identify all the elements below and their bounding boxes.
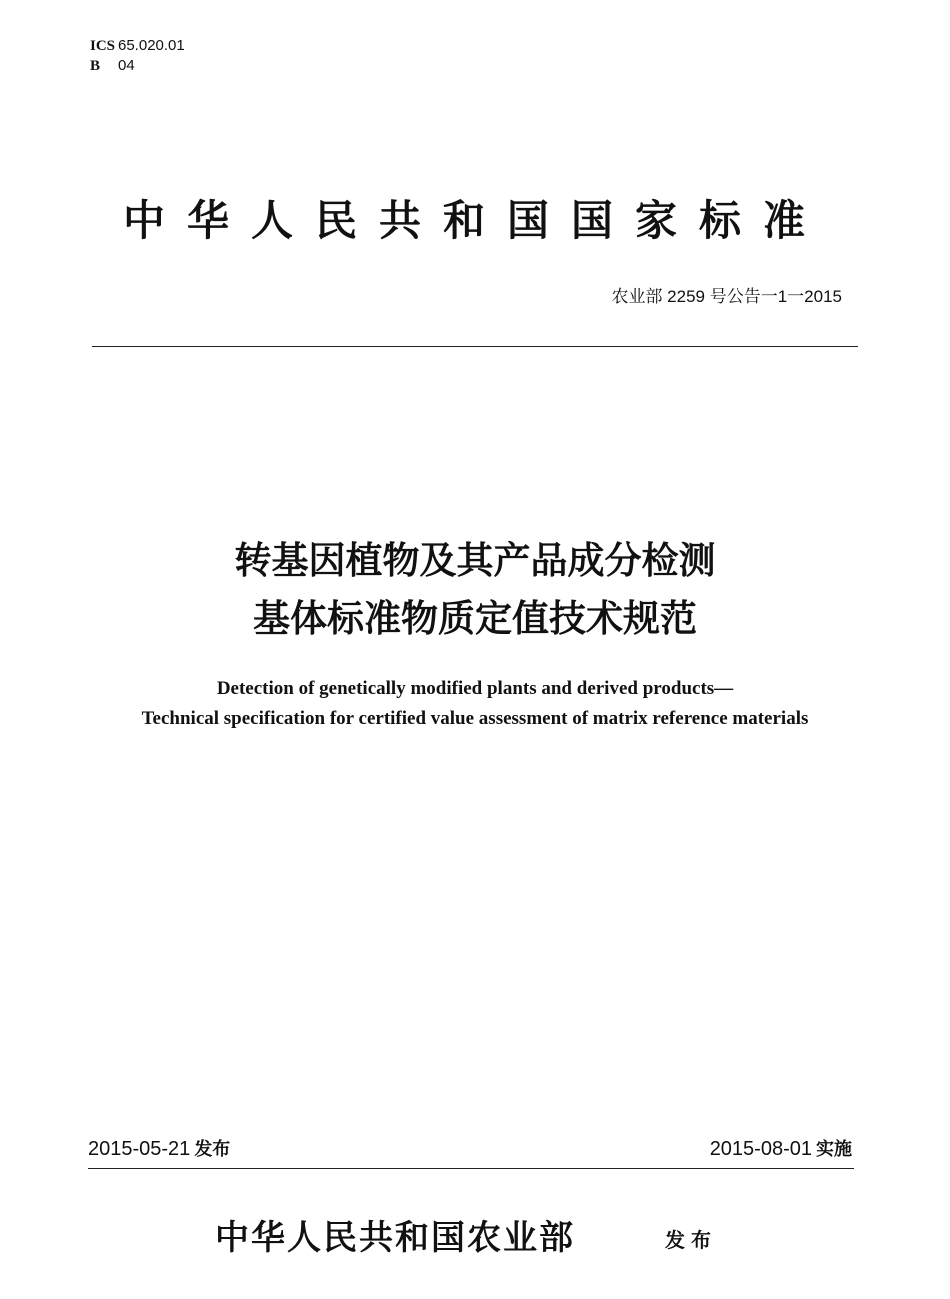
implement-date: 2015-08-01 [709,1138,812,1160]
publisher-name: 中华人民共和国农业部 [215,1218,575,1258]
document-number: 农业部 2259 号公告一1一2015 [611,287,842,306]
issue-date: 2015-05-21 [88,1138,191,1160]
header-divider [92,346,858,347]
ics-code: 65.020.01 [118,37,185,54]
english-title-line-1: Detection of genetically modified plants and derived products— [216,678,734,699]
english-title-line-2: Technical specification for certified value assessment of matrix reference materials [141,708,809,729]
issue-date-block [88,1135,230,1161]
ccs-code: 04 [118,57,135,74]
publisher-suffix: 发布 [665,1228,717,1252]
issue-label: 发布 [194,1139,231,1160]
footer-divider [88,1168,854,1169]
ics-line [90,36,185,56]
ccs-line [90,56,185,76]
ics-label: ICS [90,38,116,54]
ccs-label: B [90,58,101,74]
chinese-title-line-2: 基体标准物质定值技术规范 [253,597,697,640]
national-standard-heading: 中华人民共和国国家标准 [122,196,827,245]
implement-date-block [710,1135,852,1161]
implement-label: 实施 [816,1139,852,1160]
classification-block [90,36,185,76]
chinese-title-line-1: 转基因植物及其产品成分检测 [234,539,716,582]
